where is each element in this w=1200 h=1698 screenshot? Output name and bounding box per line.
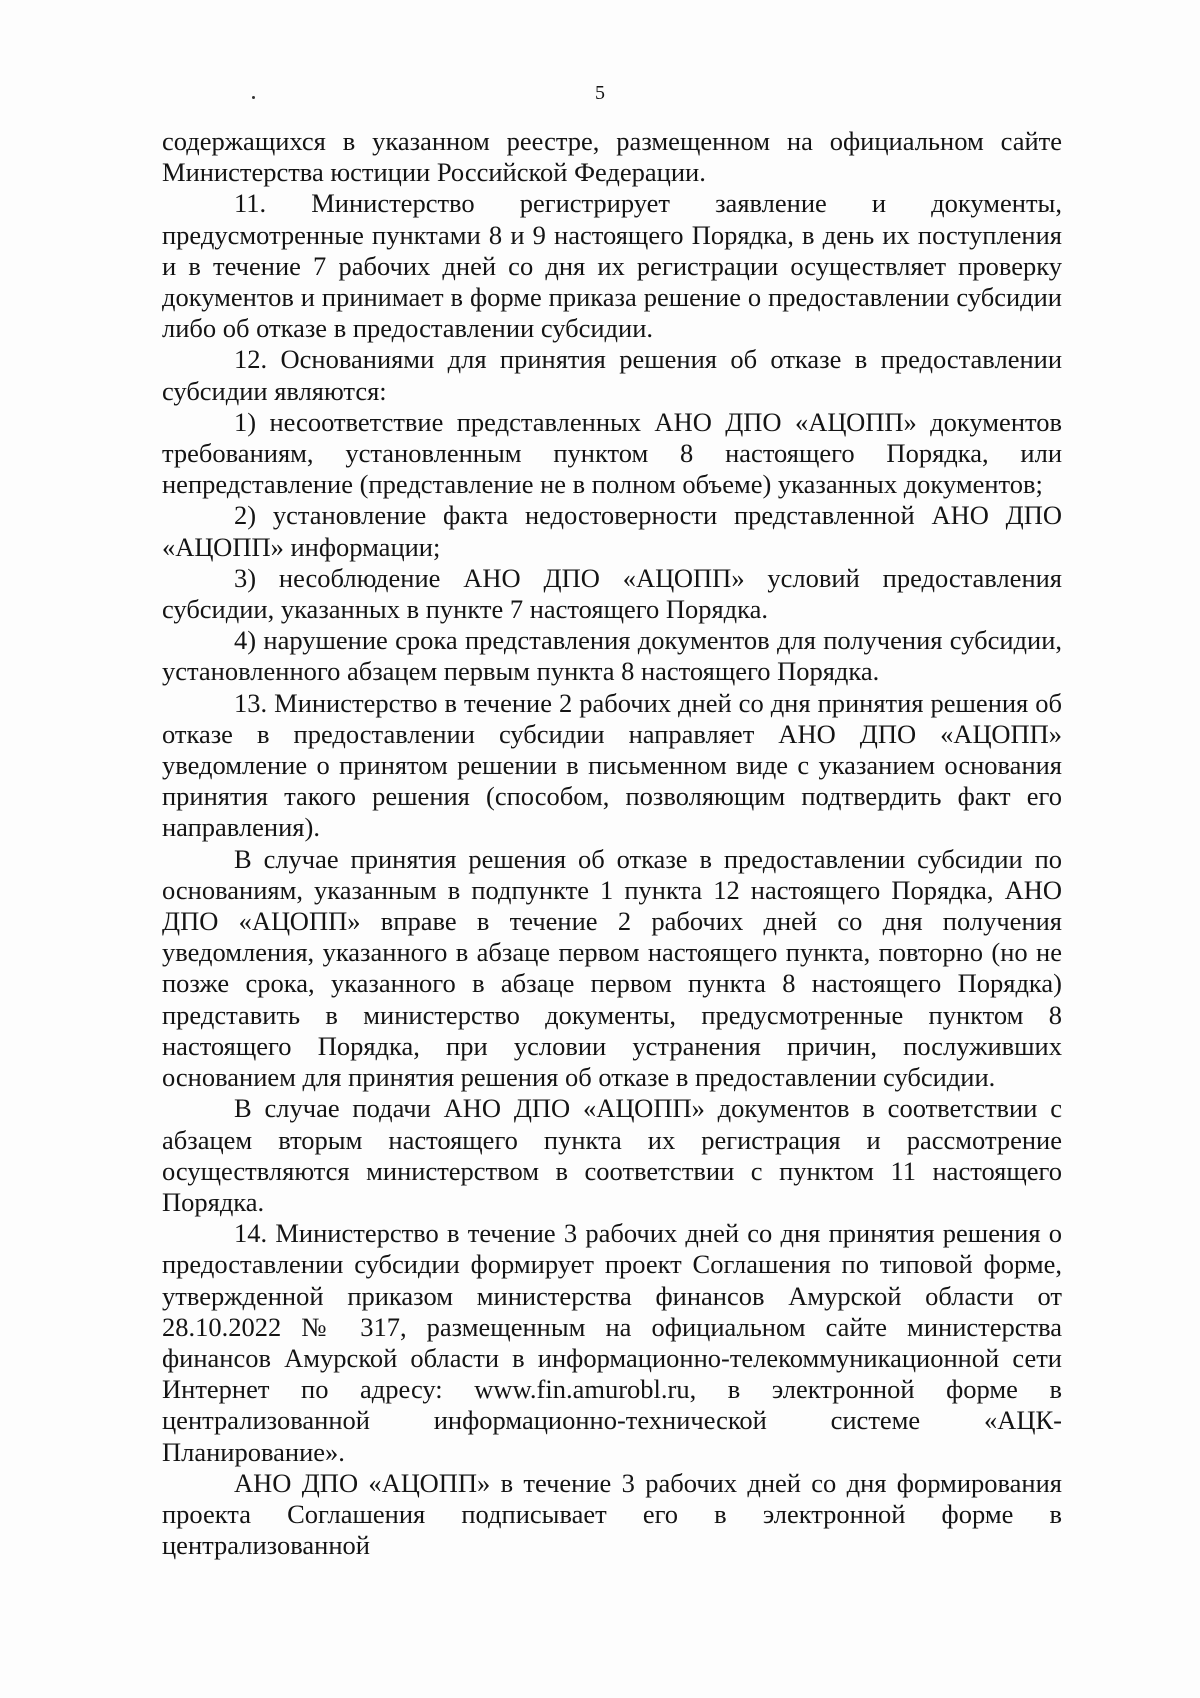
subitem-12-2: 2) установление факта недостоверности представленной АНО ДПО «АЦОПП» информации;	[162, 500, 1062, 562]
paragraph-item-13: 13. Министерство в течение 2 рабочих дней со дня принятия решения об отказе в предоставлении субсидии направляет АНО ДПО «АЦОПП» уведомление о принятом решении в письменном виде с указанием основания принятия такого решения (способом, позволяющим подтвердить факт его направления).	[162, 687, 1062, 843]
subitem-12-1: 1) несоответствие представленных АНО ДПО «АЦОПП» документов требованиям, установленным пунктом 8 настоящего Порядка, или непредставление (представление не в полном объеме) указанных документов;	[162, 406, 1062, 500]
paragraph-continuation: содержащихся в указанном реестре, размещенном на официальном сайте Министерства юстиции Российской Федерации.	[162, 126, 1062, 188]
paragraph-item-11: 11. Министерство регистрирует заявление и документы, предусмотренные пунктами 8 и 9 настоящего Порядка, в день их поступления и в течение 7 рабочих дней со дня их регистрации осуществляет проверку документов и принимает в форме приказа решение о предоставлении субсидии либо об отказе в предоставлении субсидии.	[162, 188, 1062, 344]
page-number: 5	[595, 82, 605, 104]
paragraph-item-12: 12. Основаниями для принятия решения об отказе в предоставлении субсидии являются:	[162, 344, 1062, 406]
paragraph-13-third: В случае подачи АНО ДПО «АЦОПП» документов в соответствии с абзацем вторым настоящего пункта их регистрация и рассмотрение осуществляются министерством в соответствии с пунктом 11 настоящего Порядка.	[162, 1093, 1062, 1217]
subitem-12-4: 4) нарушение срока представления документов для получения субсидии, установленного абзацем первым пункта 8 настоящего Порядка.	[162, 625, 1062, 687]
paragraph-item-14: 14. Министерство в течение 3 рабочих дней со дня принятия решения о предоставлении субсидии формирует проект Соглашения по типовой форме, утвержденной приказом министерства финансов Амурской области от 28.10.2022 № 317, размещенным на официальном сайте министерства финансов Амурской области в информационно-телекоммуникационной сети Интернет по адресу: www.fin.amurobl.ru, в электронной форме в централизованной информационно-технической системе «АЦК-Планирование».	[162, 1218, 1062, 1467]
scan-speck	[252, 96, 255, 99]
subitem-12-3: 3) несоблюдение АНО ДПО «АЦОПП» условий предоставления субсидии, указанных в пункте 7 настоящего Порядка.	[162, 562, 1062, 625]
document-body	[162, 126, 1062, 1561]
paragraph-14-second: АНО ДПО «АЦОПП» в течение 3 рабочих дней со дня формирования проекта Соглашения подписывает его в электронной форме в централизованной	[162, 1467, 1062, 1561]
paragraph-13-second: В случае принятия решения об отказе в предоставлении субсидии по основаниям, указанным в подпункте 1 пункта 12 настоящего Порядка, АНО ДПО «АЦОПП» вправе в течение 2 рабочих дней со дня получения уведомления, указанного в абзаце первом настоящего пункта, повторно (но не позже срока, указанного в абзаце первом пункта 8 настоящего Порядка) представить в министерство документы, предусмотренные пунктом 8 настоящего Порядка, при условии устранения причин, послуживших основанием для принятия решения об отказе в предоставлении субсидии.	[162, 843, 1062, 1093]
